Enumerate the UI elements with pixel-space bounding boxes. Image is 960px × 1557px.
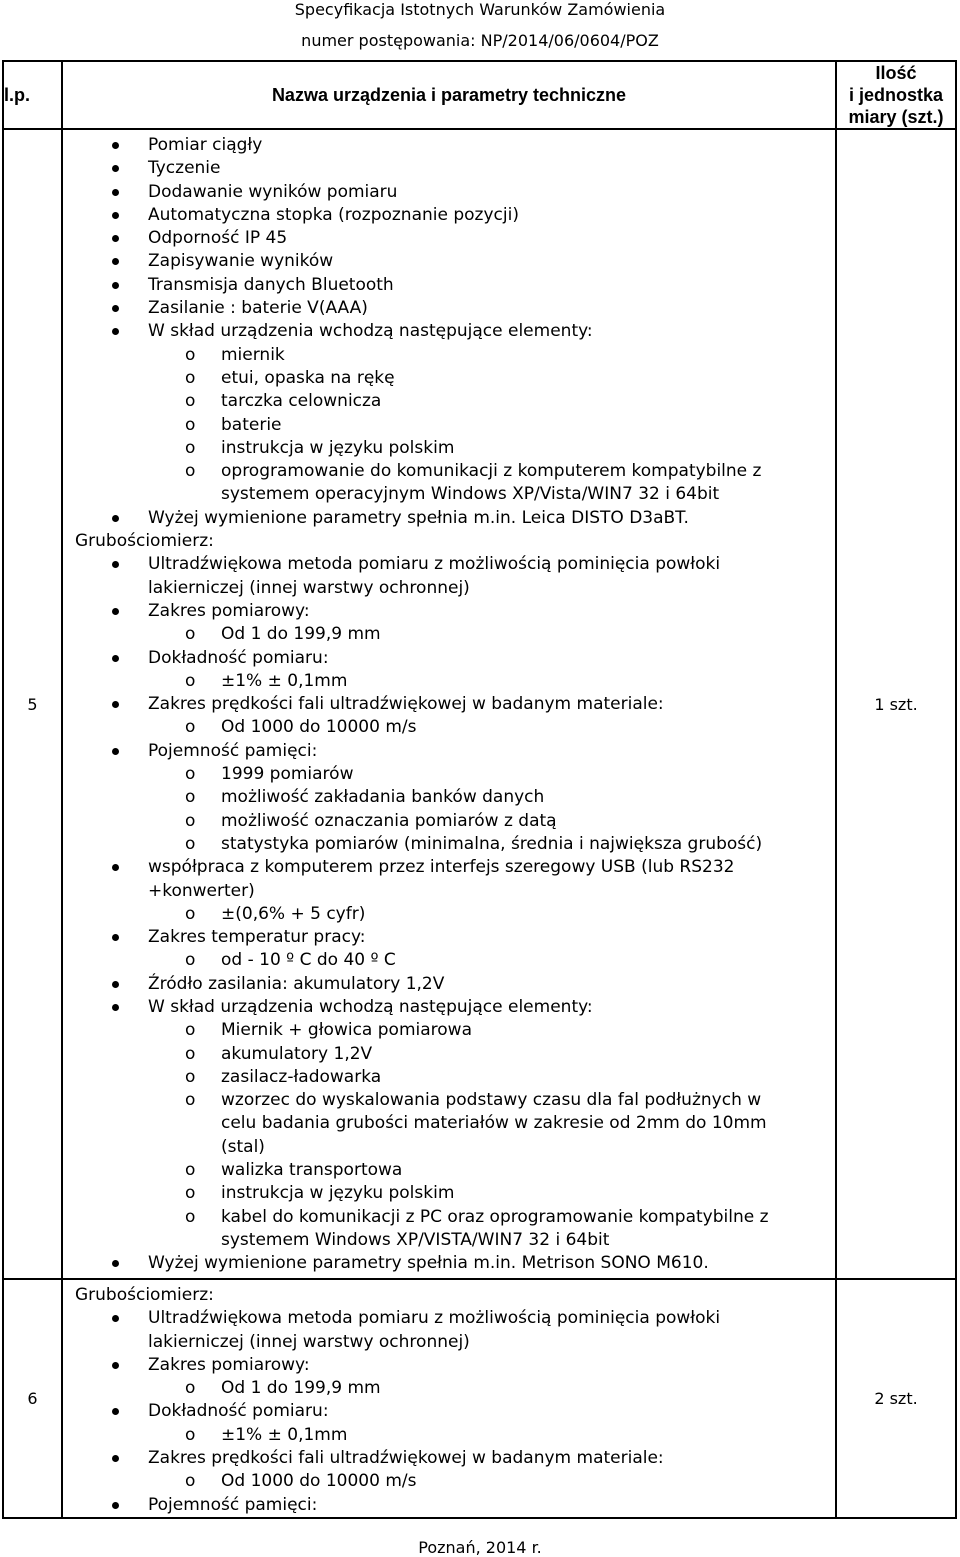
circle-bullet-icon: o bbox=[185, 717, 196, 738]
bullet-icon bbox=[112, 1004, 119, 1011]
spec-sub-item-text: możliwość oznaczania pomiarów z datą bbox=[221, 810, 557, 831]
bullet-icon bbox=[112, 328, 119, 335]
spec-sub-item bbox=[63, 949, 835, 972]
procedure-number: numer postępowania: NP/2014/06/0604/POZ bbox=[301, 31, 659, 50]
bullet-icon bbox=[112, 1502, 119, 1509]
bullet-icon bbox=[112, 235, 119, 242]
spec-sub-item-text: (stal) bbox=[221, 1136, 265, 1157]
bullet-icon bbox=[112, 515, 119, 522]
spec-sub-item-text: możliwość zakładania banków danych bbox=[221, 787, 545, 808]
spec-item-text: Ultradźwiękowa metoda pomiaru z możliwością pominięcia powłoki bbox=[148, 1308, 721, 1329]
bullet-icon bbox=[112, 1315, 119, 1322]
spec-sub-item-text: Od 1000 do 10000 m/s bbox=[221, 1471, 417, 1492]
spec-sub-item bbox=[63, 1089, 835, 1112]
specification-table bbox=[2, 60, 957, 1519]
spec-item-text: Zakres temperatur pracy: bbox=[148, 927, 366, 948]
spec-sub-item bbox=[63, 1019, 835, 1042]
spec-sub-item-continuation bbox=[63, 1112, 835, 1135]
spec-bullet-item bbox=[63, 1447, 835, 1470]
device-specification bbox=[62, 1279, 836, 1518]
spec-bullet-item bbox=[63, 926, 835, 949]
spec-sub-item bbox=[63, 716, 835, 739]
spec-bullet-item bbox=[63, 693, 835, 716]
spec-sub-item bbox=[63, 786, 835, 809]
spec-item-text: Zakres pomiarowy: bbox=[148, 600, 310, 621]
circle-bullet-icon: o bbox=[185, 787, 196, 808]
circle-bullet-icon: o bbox=[185, 810, 196, 831]
bullet-icon bbox=[112, 748, 119, 755]
circle-bullet-icon: o bbox=[185, 461, 196, 482]
bullet-icon bbox=[112, 1408, 119, 1415]
spec-item-text: Pojemność pamięci: bbox=[148, 1494, 318, 1515]
spec-bullet-item bbox=[63, 297, 835, 320]
spec-item-text: W skład urządzenia wchodzą następujące elementy: bbox=[148, 996, 593, 1017]
circle-bullet-icon: o bbox=[185, 1160, 196, 1181]
spec-bullet-item bbox=[63, 320, 835, 343]
spec-sub-item bbox=[63, 1182, 835, 1205]
spec-item-text: Pojemność pamięci: bbox=[148, 740, 318, 761]
bullet-icon bbox=[112, 189, 119, 196]
spec-sub-item bbox=[63, 1424, 835, 1447]
circle-bullet-icon: o bbox=[185, 1378, 196, 1399]
circle-bullet-icon: o bbox=[185, 414, 196, 435]
device-heading-text: Grubościomierz: bbox=[75, 1285, 214, 1305]
spec-item-text: +konwerter) bbox=[148, 880, 255, 901]
spec-item-text: Źródło zasilania: akumulatory 1,2V bbox=[148, 973, 445, 994]
spec-sub-item bbox=[63, 437, 835, 460]
spec-sub-item-continuation bbox=[63, 1229, 835, 1252]
column-header-lp: l.p. bbox=[3, 61, 62, 129]
spec-item-text: Pomiar ciągły bbox=[148, 135, 263, 155]
spec-item-text: Odporność IP 45 bbox=[148, 228, 288, 249]
spec-sub-item bbox=[63, 670, 835, 693]
spec-bullet-item bbox=[63, 204, 835, 227]
spec-sub-item-text: ±(0,6% + 5 cyfr) bbox=[221, 903, 366, 924]
spec-sub-item-text: miernik bbox=[221, 344, 285, 365]
spec-sub-item-text: akumulatory 1,2V bbox=[221, 1043, 373, 1064]
spec-bullet-item bbox=[63, 1354, 835, 1377]
spec-item-text: Zakres pomiarowy: bbox=[148, 1354, 310, 1375]
spec-bullet-item bbox=[63, 1494, 835, 1517]
spec-sub-item-text: kabel do komunikacji z PC oraz oprogramowanie kompatybilne z bbox=[221, 1206, 769, 1227]
bullet-icon bbox=[112, 981, 119, 988]
spec-sub-item bbox=[63, 1159, 835, 1182]
quantity-header-line: miary (szt.) bbox=[848, 107, 944, 127]
spec-item-continuation bbox=[63, 577, 835, 600]
spec-bullet-item bbox=[63, 227, 835, 250]
spec-sub-item bbox=[63, 460, 835, 483]
spec-item-text: współpraca z komputerem przez interfejs szeregowy USB (lub RS232 bbox=[148, 857, 735, 878]
spec-item-text: Wyżej wymienione parametry spełnia m.in. Leica DISTO D3aBT. bbox=[148, 507, 689, 528]
circle-bullet-icon: o bbox=[185, 344, 196, 365]
bullet-icon bbox=[112, 608, 119, 615]
spec-item-continuation bbox=[63, 880, 835, 903]
spec-bullet-item bbox=[63, 600, 835, 623]
bullet-icon bbox=[112, 655, 119, 662]
table-header-row bbox=[3, 61, 956, 129]
spec-item-text: lakierniczej (innej warstwy ochronnej) bbox=[148, 1331, 470, 1352]
spec-bullet-item bbox=[63, 647, 835, 670]
spec-sub-item-text: walizka transportowa bbox=[221, 1160, 403, 1181]
spec-bullet-item bbox=[63, 1252, 835, 1275]
spec-sub-item-text: statystyka pomiarów (minimalna, średnia i największa grubość) bbox=[221, 833, 763, 854]
bullet-icon bbox=[112, 212, 119, 219]
circle-bullet-icon: o bbox=[185, 1471, 196, 1492]
circle-bullet-icon: o bbox=[185, 903, 196, 924]
spec-item-continuation bbox=[63, 1331, 835, 1354]
spec-sub-item bbox=[63, 623, 835, 646]
bullet-icon bbox=[112, 258, 119, 265]
spec-item-text: Ultradźwiękowa metoda pomiaru z możliwością pominięcia powłoki bbox=[148, 554, 721, 575]
spec-bullet-item bbox=[63, 740, 835, 763]
circle-bullet-icon: o bbox=[185, 1183, 196, 1204]
circle-bullet-icon: o bbox=[185, 950, 196, 971]
column-header-name: Nazwa urządzenia i parametry techniczne bbox=[62, 61, 836, 129]
spec-sub-item-text: baterie bbox=[221, 414, 282, 435]
spec-item-text: Dokładność pomiaru: bbox=[148, 1401, 329, 1422]
spec-sub-item-text: etui, opaska na rękę bbox=[221, 367, 395, 388]
spec-item-text: Dodawanie wyników pomiaru bbox=[148, 181, 398, 202]
circle-bullet-icon: o bbox=[185, 1066, 196, 1087]
spec-bullet-item bbox=[63, 250, 835, 273]
spec-item-text: W skład urządzenia wchodzą następujące elementy: bbox=[148, 321, 593, 342]
circle-bullet-icon: o bbox=[185, 1043, 196, 1064]
spec-sub-item bbox=[63, 1066, 835, 1089]
spec-bullet-item bbox=[63, 181, 835, 204]
spec-item-text: Zakres prędkości fali ultradźwiękowej w badanym materiale: bbox=[148, 694, 664, 715]
bullet-icon bbox=[112, 1362, 119, 1369]
quantity-header-line: i jednostka bbox=[848, 85, 944, 105]
spec-item-text: Dokładność pomiaru: bbox=[148, 647, 329, 668]
circle-bullet-icon: o bbox=[185, 1020, 196, 1041]
circle-bullet-icon: o bbox=[185, 1424, 196, 1445]
spec-item-text: lakierniczej (innej warstwy ochronnej) bbox=[148, 577, 470, 598]
bullet-icon bbox=[112, 561, 119, 568]
circle-bullet-icon: o bbox=[185, 670, 196, 691]
device-heading bbox=[63, 1284, 835, 1307]
spec-sub-item bbox=[63, 1206, 835, 1229]
table-row bbox=[3, 129, 956, 1279]
bullet-icon bbox=[112, 282, 119, 289]
spec-item-text: Zapisywanie wyników bbox=[148, 251, 334, 272]
spec-sub-item bbox=[63, 344, 835, 367]
spec-sub-item-text: oprogramowanie do komunikacji z komputerem kompatybilne z bbox=[221, 461, 762, 482]
spec-item-text: Transmisja danych Bluetooth bbox=[148, 274, 394, 295]
spec-sub-item bbox=[63, 414, 835, 437]
bullet-icon bbox=[112, 701, 119, 708]
spec-bullet-item bbox=[63, 1307, 835, 1330]
spec-bullet-item bbox=[63, 973, 835, 996]
bullet-icon bbox=[112, 305, 119, 312]
device-heading bbox=[63, 530, 835, 553]
spec-sub-item-text: celu badania grubości materiałów w zakresie od 2mm do 10mm bbox=[221, 1113, 767, 1134]
circle-bullet-icon: o bbox=[185, 391, 196, 412]
circle-bullet-icon: o bbox=[185, 1206, 196, 1227]
spec-bullet-item bbox=[63, 996, 835, 1019]
spec-sub-item-continuation bbox=[63, 1136, 835, 1159]
spec-bullet-item bbox=[63, 157, 835, 180]
spec-item-text: Zasilanie : baterie V(AAA) bbox=[148, 298, 368, 319]
spec-bullet-item bbox=[63, 134, 835, 157]
circle-bullet-icon: o bbox=[185, 437, 196, 458]
bullet-icon bbox=[112, 1260, 119, 1267]
spec-bullet-item bbox=[63, 507, 835, 530]
spec-sub-item-text: Od 1000 do 10000 m/s bbox=[221, 717, 417, 738]
column-header-quantity bbox=[836, 61, 956, 129]
bullet-icon bbox=[112, 934, 119, 941]
spec-bullet-item bbox=[63, 274, 835, 297]
row-number: 5 bbox=[3, 129, 62, 1279]
spec-sub-item bbox=[63, 1377, 835, 1400]
bullet-icon bbox=[112, 1455, 119, 1462]
device-specification bbox=[62, 129, 836, 1279]
spec-sub-item bbox=[63, 390, 835, 413]
spec-sub-item bbox=[63, 1470, 835, 1493]
spec-sub-item bbox=[63, 810, 835, 833]
spec-bullet-item bbox=[63, 1400, 835, 1423]
spec-sub-item-text: ±1% ± 0,1mm bbox=[221, 670, 348, 691]
circle-bullet-icon: o bbox=[185, 764, 196, 785]
circle-bullet-icon: o bbox=[185, 833, 196, 854]
spec-bullet-item bbox=[63, 553, 835, 576]
spec-item-text: Tyczenie bbox=[148, 158, 221, 179]
spec-sub-item-text: ±1% ± 0,1mm bbox=[221, 1424, 348, 1445]
spec-sub-item-text: wzorzec do wyskalowania podstawy czasu dla fal podłużnych w bbox=[221, 1090, 762, 1111]
bullet-icon bbox=[112, 142, 119, 149]
spec-sub-item-text: Od 1 do 199,9 mm bbox=[221, 1378, 381, 1399]
spec-sub-item-text: tarczka celownicza bbox=[221, 391, 382, 412]
spec-sub-item-text: instrukcja w języku polskim bbox=[221, 1183, 455, 1204]
spec-sub-item bbox=[63, 1043, 835, 1066]
spec-item-text: Automatyczna stopka (rozpoznanie pozycji) bbox=[148, 204, 519, 225]
document-header-title: Specyfikacja Istotnych Warunków Zamówienia bbox=[294, 0, 666, 19]
table-row bbox=[3, 1279, 956, 1518]
quantity-header-line: Ilość bbox=[875, 63, 917, 83]
spec-bullet-item bbox=[63, 856, 835, 879]
spec-sub-item-text: od - 10 º C do 40 º C bbox=[221, 950, 396, 971]
spec-sub-item-text: instrukcja w języku polskim bbox=[221, 437, 455, 458]
spec-sub-item bbox=[63, 833, 835, 856]
spec-sub-item-text: 1999 pomiarów bbox=[221, 764, 354, 785]
spec-sub-item-continuation bbox=[63, 483, 835, 506]
row-quantity: 2 szt. bbox=[836, 1279, 956, 1518]
spec-sub-item bbox=[63, 903, 835, 926]
spec-sub-item-text: zasilacz-ładowarka bbox=[221, 1066, 382, 1087]
circle-bullet-icon: o bbox=[185, 1090, 196, 1111]
spec-sub-item bbox=[63, 367, 835, 390]
row-quantity: 1 szt. bbox=[836, 129, 956, 1279]
bullet-icon bbox=[112, 864, 119, 871]
device-heading-text: Grubościomierz: bbox=[75, 531, 214, 552]
spec-sub-item bbox=[63, 763, 835, 786]
circle-bullet-icon: o bbox=[185, 367, 196, 388]
footer-place-date: Poznań, 2014 r. bbox=[418, 1538, 542, 1557]
spec-sub-item-text: Miernik + głowica pomiarowa bbox=[221, 1020, 472, 1041]
spec-sub-item-text: systemem operacyjnym Windows XP/Vista/WIN7 32 i 64bit bbox=[221, 484, 720, 505]
spec-sub-item-text: Od 1 do 199,9 mm bbox=[221, 624, 381, 645]
bullet-icon bbox=[112, 165, 119, 172]
circle-bullet-icon: o bbox=[185, 624, 196, 645]
spec-item-text: Zakres prędkości fali ultradźwiękowej w badanym materiale: bbox=[148, 1448, 664, 1469]
spec-sub-item-text: systemem Windows XP/VISTA/WIN7 32 i 64bit bbox=[221, 1229, 610, 1250]
spec-item-text: Wyżej wymienione parametry spełnia m.in. Metrison SONO M610. bbox=[148, 1253, 709, 1274]
row-number: 6 bbox=[3, 1279, 62, 1518]
